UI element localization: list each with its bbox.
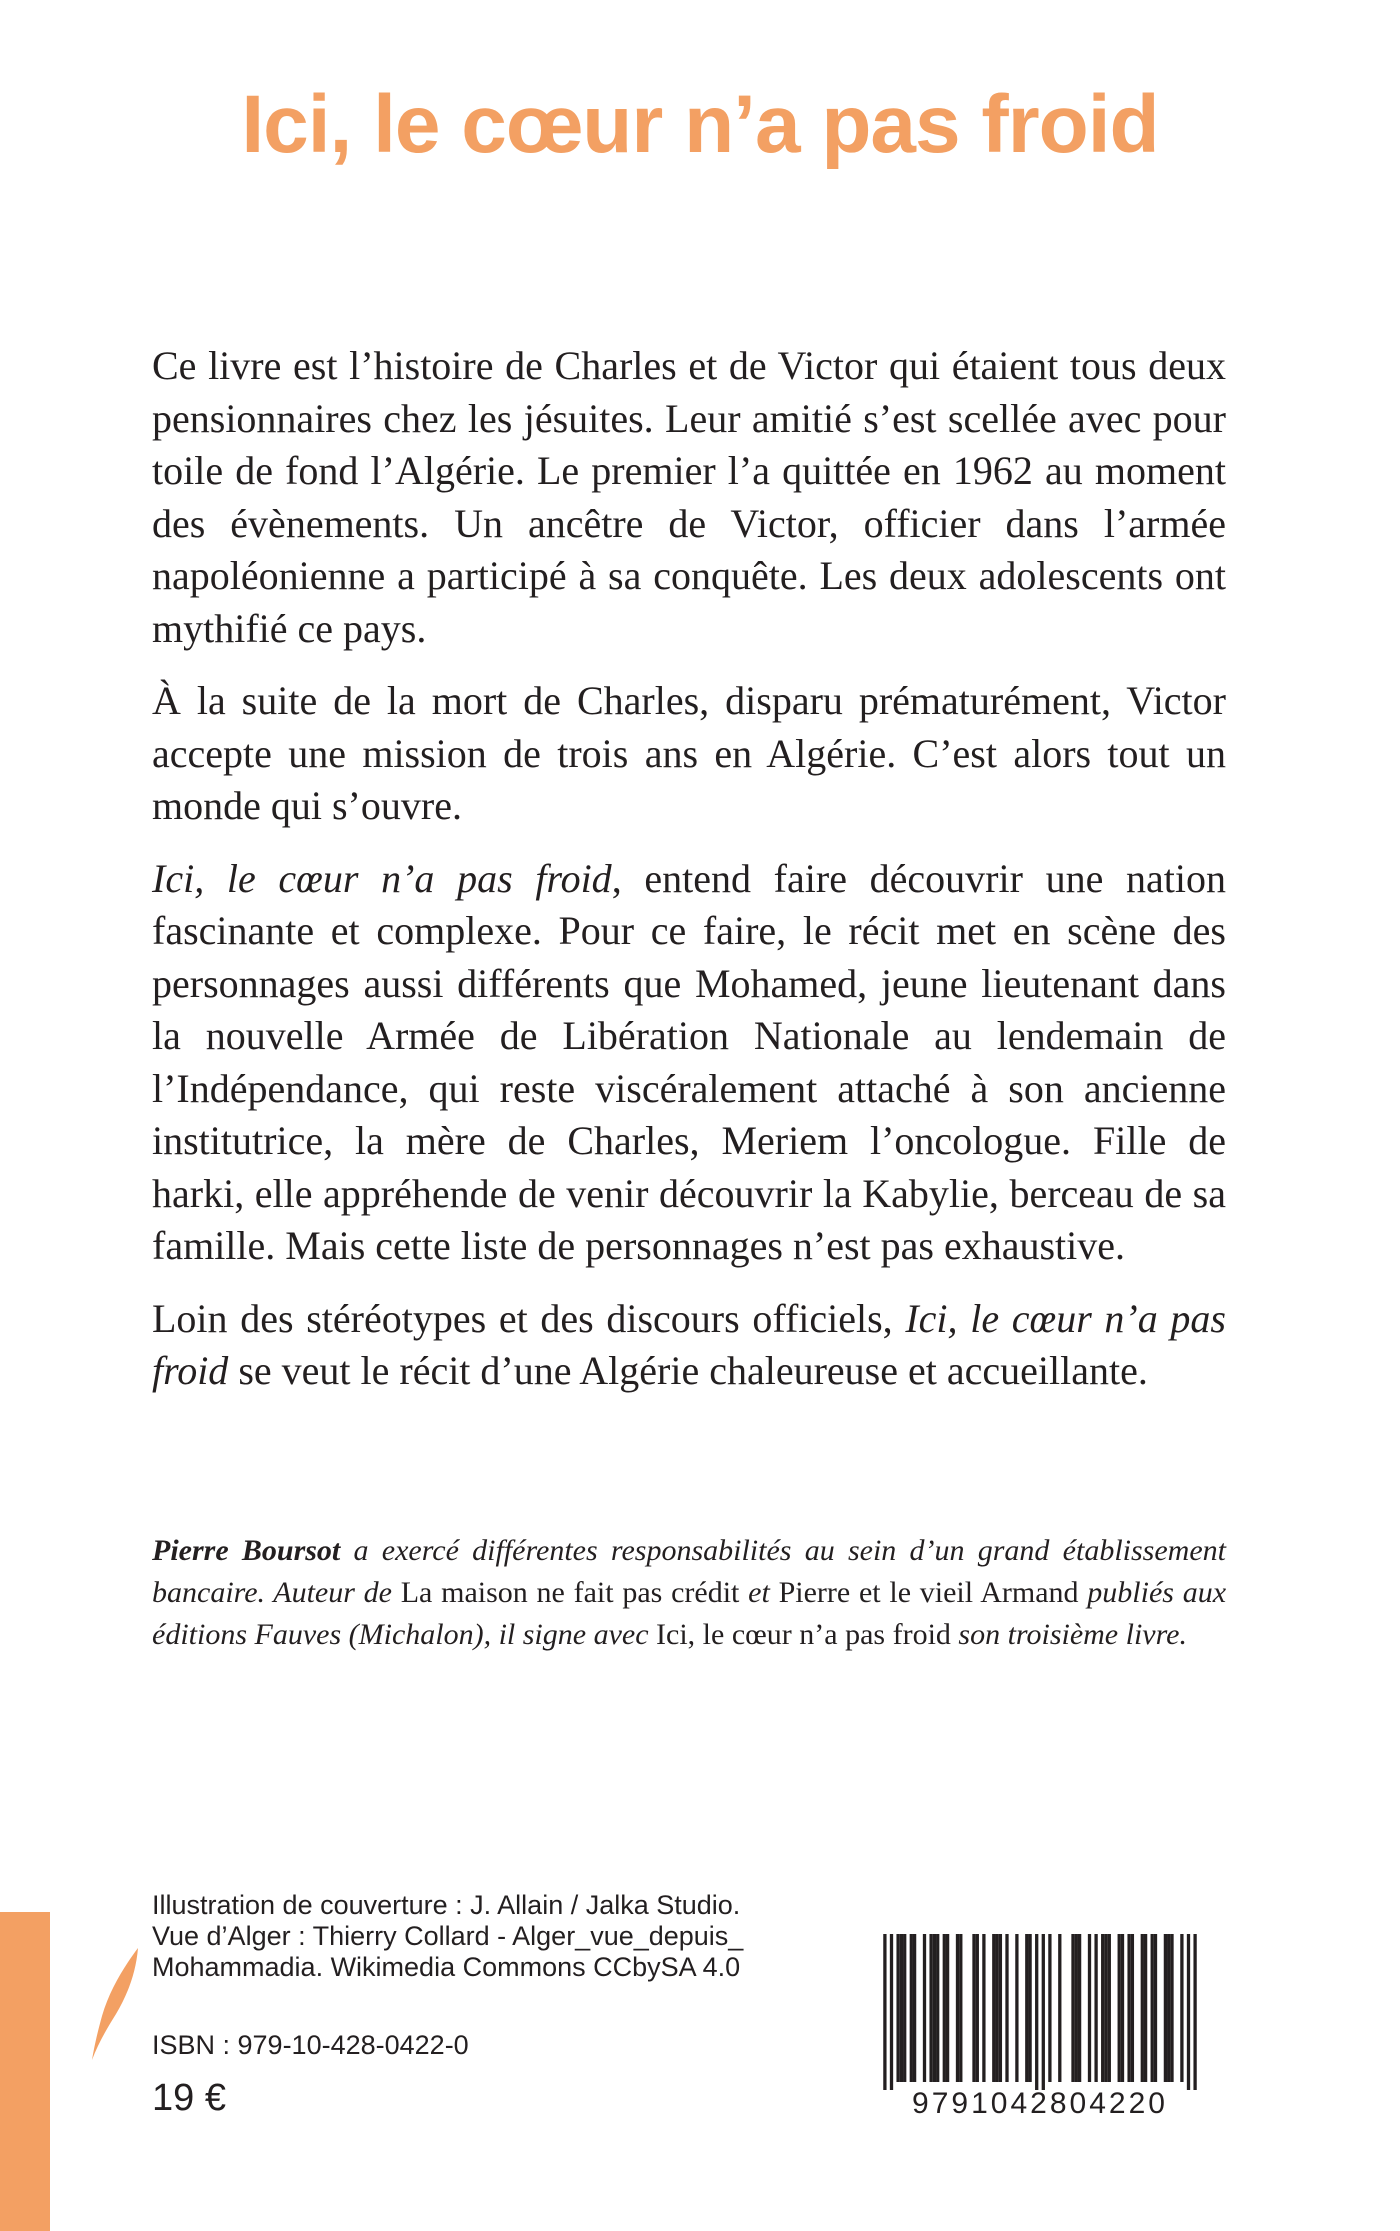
back-cover-blurb [152,340,1226,1418]
barcode-bar [1187,1934,1190,2090]
credits-line-2: Vue d’Alger : Thierry Collard - Alger_vue_depuis_ [152,1921,744,1951]
barcode-bar [1154,1934,1157,2082]
author-bio [152,1530,1226,1656]
barcode-bar [972,1934,975,2082]
isbn: ISBN : 979-10-428-0422-0 [152,2030,469,2060]
barcode-bar [903,1934,906,2082]
barcode-bar [1035,1934,1038,2090]
blurb-title-italic: Ici, le cœur n’a pas froid [152,855,612,901]
bio-text-3: publiés aux éditions Fauves (Michalon), il signe avec [152,1576,1227,1651]
barcode-bar [896,1934,899,2082]
barcode-bar [982,1934,985,2082]
barcode-bar [1151,1934,1154,2082]
price: 19 € [152,2077,226,2119]
barcode-bar [929,1934,932,2082]
blurb-paragraph-4 [152,1293,1226,1398]
bio-text-2: et [739,1576,779,1609]
barcode-bar [992,1934,995,2082]
barcode-bar [995,1934,998,2082]
barcode-bar [999,1934,1002,2082]
barcode-bar [933,1934,936,2082]
barcode-bar [956,1934,959,2082]
blurb-paragraph-2: À la suite de la mort de Charles, disparu prématurément, Victor accepte une mission de trois ans en Algérie. C’est alors tout un monde qui s’ouvre. [152,678,1226,828]
barcode-bar [1121,1934,1124,2082]
barcode-bar [1144,1934,1147,2082]
orange-side-bar [0,1912,50,2231]
barcode-bar [1131,1934,1134,2082]
barcode-bar [946,1934,949,2082]
blurb-paragraph-4-start: Loin des stéréotypes et des discours officiels, [152,1295,906,1341]
barcode [855,1930,1225,2125]
barcode-bar [1025,1934,1028,2082]
barcode-bar [1101,1934,1104,2082]
barcode-bar [1075,1934,1078,2082]
barcode-bar [1058,1934,1061,2082]
barcode-bar [1015,1934,1018,2082]
barcode-bar [910,1934,913,2082]
barcode-bar [913,1934,916,2082]
barcode-bar [1127,1934,1130,2082]
barcode-bar [1071,1934,1074,2082]
barcode-bar [923,1934,926,2082]
barcode-number: 9791042804220 [912,2087,1168,2120]
barcode-bar [1141,1934,1144,2082]
barcode-bar [1028,1934,1031,2082]
barcode-bars [855,1930,1225,2090]
blurb-paragraph-3 [152,853,1226,1273]
barcode-bar [900,1934,903,2082]
barcode-bar [890,1934,893,2090]
barcode-bar [1164,1934,1167,2082]
barcode-bar [1005,1934,1008,2082]
credits-line-1: Illustration de couverture : J. Allain / Jalka Studio. [152,1890,741,1920]
barcode-bar [1048,1934,1051,2082]
author-name: Pierre Boursot [152,1534,341,1567]
barcode-bar [1104,1934,1107,2082]
barcode-bar [959,1934,962,2082]
blurb-paragraph-3-text: , entend faire découvrir une nation fascinante et complexe. Pour ce faire, le récit met en scène des personnages aussi différents que Mohamed, jeune lieutenant dans la nouvelle Armée de Libération Nationale au lendemain de l’Indépendance, qui reste viscéralement attaché à son ancienne institutrice, la mère de Charles, Meriem l’oncologue. Fille de harki, elle appréhende de venir découvrir la Kabylie, berceau de sa famille. Mais cette liste de personnages n’est pas exhaustive. [152,855,1226,1268]
bio-book-2: Pierre et le vieil Armand [778,1576,1079,1609]
credits-line-3: Mohammadia. Wikimedia Commons CCbySA 4.0 [152,1952,741,1982]
bio-text-4: son troisième livre. [950,1618,1187,1651]
barcode-bar [1170,1934,1173,2082]
barcode-bar [883,1934,886,2090]
barcode-bar [1088,1934,1091,2082]
barcode-bar [1193,1934,1196,2090]
barcode-bar [1042,1934,1045,2090]
bio-text-1: a exercé différentes responsabilités au sein d’un grand établissement bancaire. Auteur de [152,1534,1226,1609]
barcode-bar [1180,1934,1183,2082]
barcode-bar [1094,1934,1097,2082]
barcode-bar [936,1934,939,2082]
bio-book-3: Ici, le cœur n’a pas froid [656,1618,951,1651]
barcode-bar [1118,1934,1121,2082]
book-title: Ici, le cœur n’a pas froid [241,79,1159,170]
barcode-bar [1167,1934,1170,2082]
barcode-bar [943,1934,946,2082]
bio-book-1: La maison ne fait pas crédit [400,1576,740,1609]
barcode-bar [1078,1934,1081,2082]
barcode-bar [1108,1934,1111,2082]
feather-logo-icon [86,1944,146,2064]
blurb-paragraph-4-text: se veut le récit d’une Algérie chaleureuse et accueillante. [228,1348,1148,1393]
barcode-bar [976,1934,979,2082]
cover-credits [152,1890,743,1983]
blurb-paragraph-1: Ce livre est l’histoire de Charles et de Victor qui étaient tous deux pensionnaires chez les jésuites. Leur amitié s’est scellée avec pour toile de fond l’Algérie. Le premier l’a quittée en 1962 au moment des évènements. Un ancêtre de Victor, officier dans l’armée napoléonienne a participé à sa conquête. Les deux adolescents ont mythifié ce pays. [152,343,1226,651]
blurb-title-italic: Ici, le cœur n’a pas froid [152,1295,1226,1393]
